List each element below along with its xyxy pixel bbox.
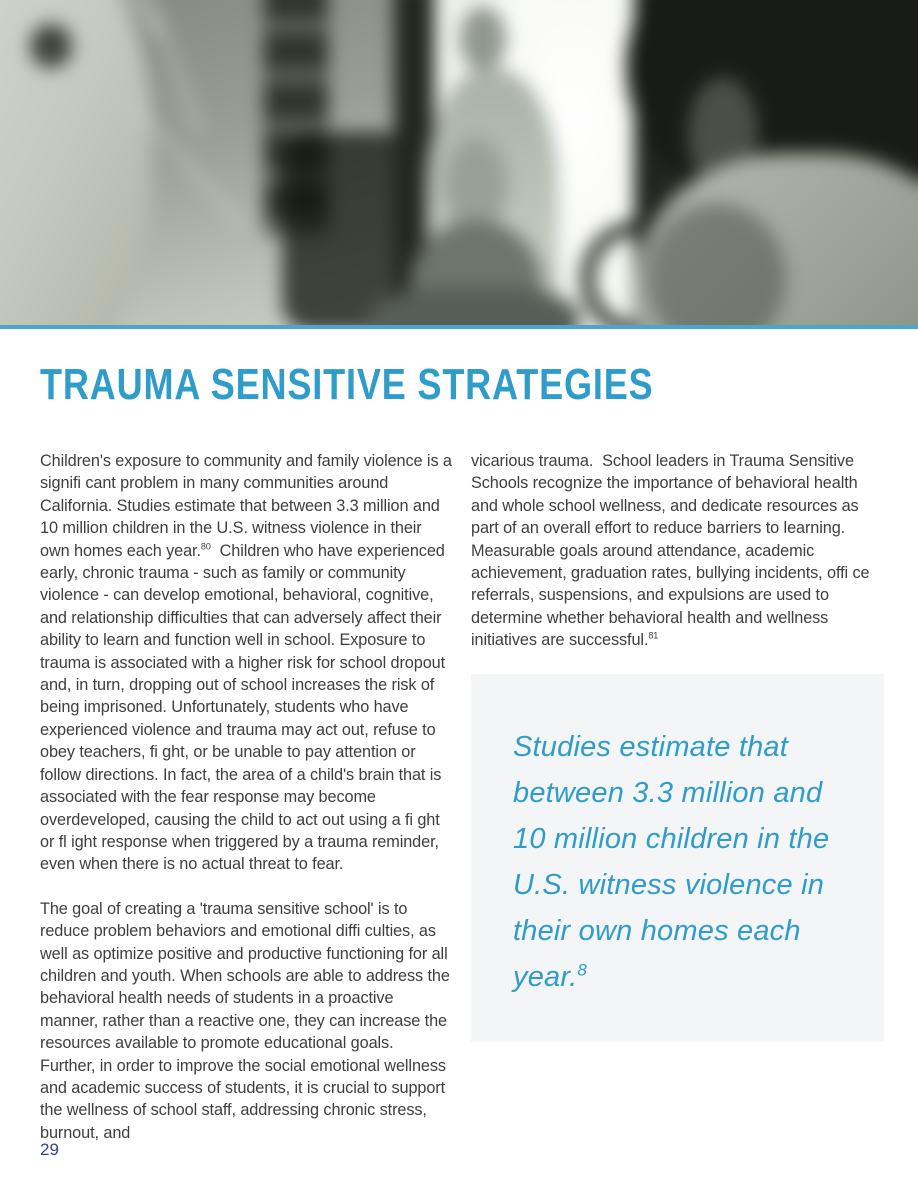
quote-text: Studies estimate that between 3.3 million and 10 million children in the U.S. witness violence in their own homes each year.: [513, 730, 830, 993]
body-paragraph: [471, 450, 880, 652]
pull-quote-box: [471, 674, 884, 1042]
photo-blonde-hair: [0, 0, 152, 325]
right-column: [471, 450, 880, 1166]
body-paragraph: [40, 450, 457, 876]
paragraph-text: Children's exposure to community and family violence is a signifi cant problem in many communities around California. Studies estimate that between 3.3 million and 10 million children in the U.S. witness violence in their own homes each year.: [40, 452, 457, 560]
photo-teacher-head: [460, 6, 506, 72]
footnote-marker: 80: [200, 541, 211, 552]
photo-teacher-arm: [444, 137, 508, 232]
page-content: [40, 330, 880, 1166]
page-title: TRAUMA SENSITIVE STRATEGIES: [40, 360, 654, 409]
pull-quote-text: [513, 724, 846, 1000]
photo-student-torso: [370, 287, 580, 325]
footnote-marker: 81: [648, 630, 659, 641]
hero-photo: [0, 0, 918, 325]
left-column: [40, 450, 457, 1166]
footnote-marker: 8: [577, 960, 588, 979]
body-paragraph: The goal of creating a 'trauma sensitive school' is to reduce problem behaviors and emotional diffi culties, as well as optimize positive and productive functioning for all children and youth. When schools are able to address the behavioral health needs of students in a proactive manner, rather than a reactive one, they can increase the resources available to promote educational goals. Further, in order to improve the social emotional wellness and academic success of students, it is crucial to support the wellness of school staff, addressing chronic stress, burnout, and: [40, 899, 455, 1142]
divider-rule: [0, 325, 918, 329]
photo-eye-hint: [30, 24, 72, 68]
page-number: 29: [40, 1140, 59, 1159]
two-column-body: [40, 450, 880, 1166]
paragraph-text: vicarious trauma. School leaders in Trauma Sensitive Schools recognize the importance of behavioral health and whole school wellness, and dedicate resources as part of an overall effort to reduce barriers to learning. Measurable goals around attendance, academic achievement, graduation rates, bullying incidents, offi ce referrals, suspensions, and expulsions are used to determine whether behavioral health and wellness initiatives are successful.: [471, 452, 874, 650]
paragraph-text: Children who have experienced early, chronic trauma - such as family or community violence - can develop emotional, behavioral, cognitive, and relationship difficulties that can adversely affect their ability to learn and function well in school. Exposure to trauma is associated with a higher risk for school dropout and, in turn, dropping out of school increases the risk of being imprisoned. Unfortunately, students who have experienced violence and trauma may act out, refuse to obey teachers, fi ght, or be unable to pay attention or follow directions. In fact, the area of a child's brain that is associated with the fear response may become overdeveloped, causing the child to act out using a fi ght or fl ight response when triggered by a trauma reminder, even when there is no actual threat to fear.: [40, 541, 450, 874]
hero-photo-art: [0, 0, 918, 325]
